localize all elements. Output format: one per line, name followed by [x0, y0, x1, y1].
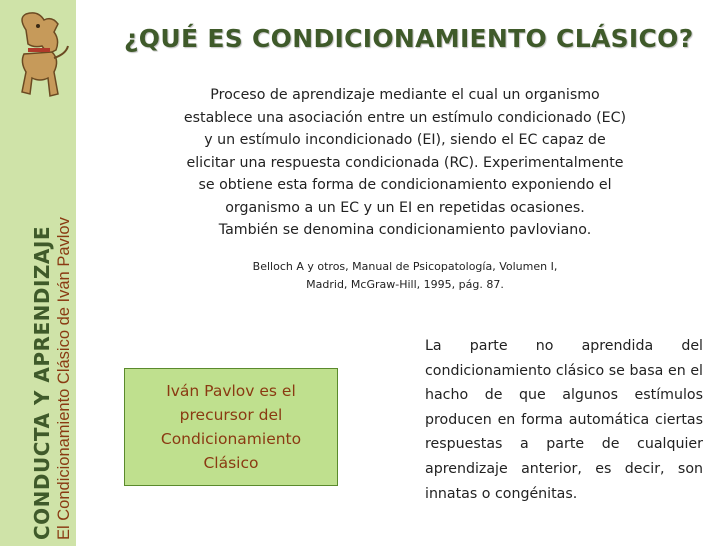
note-line: Iván Pavlov es el	[166, 382, 296, 400]
definition-line: Proceso de aprendizaje mediante el cual un organismo	[210, 87, 600, 103]
sidebar	[0, 0, 76, 546]
pavlov-note-box	[124, 368, 338, 486]
definition-line: establece una asociación entre un estímulo condicionado (EC)	[183, 109, 627, 126]
definition-line: y un estímulo incondicionado (EI), siendo el EC capaz de	[204, 132, 606, 148]
definition-line: elicitar una respuesta condicionada (RC). Experimentalmente	[186, 154, 624, 171]
note-line: Condicionamiento	[160, 430, 302, 448]
pavlov-note-text	[149, 379, 313, 475]
slide-title: ¿QUÉ ES CONDICIONAMIENTO CLÁSICO?	[124, 24, 694, 53]
note-line: precursor del	[179, 406, 283, 424]
dog-icon	[8, 10, 72, 106]
definition-line: También se denomina condicionamiento pavloviano.	[218, 222, 592, 238]
sidebar-main-label: CONDUCTA Y APRENDIZAJE	[30, 226, 54, 540]
citation-line: Madrid, McGraw-Hill, 1995, pág. 87.	[306, 278, 504, 291]
definition-paragraph	[168, 84, 642, 242]
note-line: Clásico	[203, 454, 259, 472]
citation	[210, 258, 600, 294]
citation-line: Belloch A y otros, Manual de Psicopatología, Volumen I,	[252, 260, 558, 273]
definition-line: se obtiene esta forma de condicionamiento exponiendo el	[198, 177, 612, 193]
definition-line: organismo a un EC y un EI en repetidas ocasiones.	[225, 199, 585, 216]
sidebar-sub-label: El Condicionamiento Clásico de Iván Pavlov	[55, 217, 73, 540]
explanation-paragraph: La parte no aprendida del condicionamiento clásico se basa en el hacho de que algunos estímulos producen en forma automática ciertas respuestas a parte de cualquier aprendizaje anterior, es decir, son innatas o congénitas.	[425, 338, 703, 502]
